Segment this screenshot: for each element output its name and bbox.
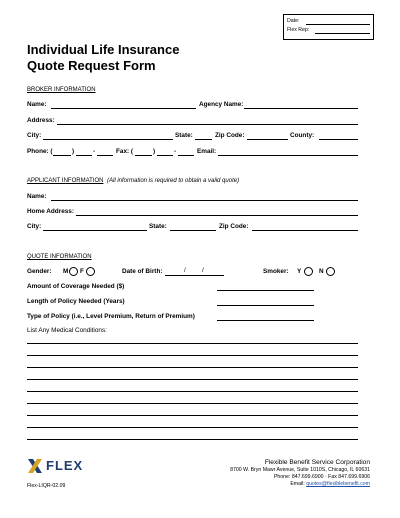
coverage-field[interactable] (217, 290, 314, 291)
dob-label: Date of Birth: (122, 268, 163, 275)
company-phone-fax: Phone: 847.699.6900 · Fax 847.699.6906 (273, 474, 370, 480)
broker-city-field[interactable] (43, 139, 173, 140)
dob-slash-1: / (184, 267, 186, 274)
gender-f-radio[interactable] (86, 267, 95, 276)
applicant-section-heading: APPLICANT INFORMATION (27, 178, 104, 184)
policy-type-label: Type of Policy (i.e., Level Premium, Return of Premium) (27, 313, 195, 320)
applicant-name-label: Name: (27, 193, 47, 200)
form-title-line1: Individual Life Insurance (27, 42, 180, 57)
broker-address-label: Address: (27, 117, 55, 124)
broker-city-label: City: (27, 132, 42, 139)
flex-logo-text: FLEX (46, 458, 84, 473)
applicant-note: (All information is required to obtain a valid quote) (107, 178, 240, 184)
medical-line[interactable] (27, 439, 358, 440)
applicant-state-field[interactable] (170, 230, 216, 231)
medical-line[interactable] (27, 403, 358, 404)
medical-line[interactable] (27, 391, 358, 392)
gender-m-radio[interactable] (69, 267, 78, 276)
smoker-y-label: Y (297, 268, 302, 275)
home-address-field[interactable] (76, 215, 358, 216)
agency-name-field[interactable] (244, 108, 358, 109)
date-label: Date: (287, 18, 300, 24)
broker-section-heading: BROKER INFORMATION (27, 87, 96, 93)
broker-fax-close: ) (153, 148, 156, 155)
broker-name-field[interactable] (51, 108, 196, 109)
medical-line[interactable] (27, 415, 358, 416)
policy-length-label: Length of Policy Needed (Years) (27, 298, 125, 305)
applicant-city-label: City: (27, 223, 42, 230)
smoker-y-radio[interactable] (304, 267, 313, 276)
date-field[interactable] (306, 24, 370, 25)
gender-f-label: F (80, 268, 84, 275)
broker-state-field[interactable] (195, 139, 212, 140)
smoker-n-label: N (319, 268, 324, 275)
broker-zip-field[interactable] (247, 139, 288, 140)
flex-rep-label: Flex Rep: (287, 27, 310, 33)
broker-county-field[interactable] (319, 139, 358, 140)
flex-logo-mark (27, 458, 43, 474)
applicant-zip-label: Zip Code: (219, 223, 249, 230)
applicant-city-field[interactable] (43, 230, 147, 231)
broker-address-field[interactable] (57, 124, 358, 125)
flex-logo (27, 456, 97, 476)
broker-name-label: Name: (27, 101, 47, 108)
broker-phone-prefix-field[interactable] (76, 155, 92, 156)
broker-phone-label: Phone: ( (27, 148, 53, 155)
broker-fax-area-field[interactable] (135, 155, 152, 156)
dob-slash-2: / (202, 267, 204, 274)
form-title-line2: Quote Request Form (27, 58, 156, 73)
email-label: Email: (290, 481, 305, 487)
broker-phone-dash: - (93, 148, 96, 155)
broker-fax-label: Fax: ( (116, 148, 134, 155)
medical-line[interactable] (27, 367, 358, 368)
coverage-label: Amount of Coverage Needed ($) (27, 283, 125, 290)
applicant-name-field[interactable] (51, 200, 358, 201)
broker-email-label: Email: (197, 148, 217, 155)
agency-name-label: Agency Name: (199, 101, 244, 108)
broker-zip-label: Zip Code: (215, 132, 245, 139)
company-email-link[interactable]: quotes@flexiblebenefit.com (306, 481, 370, 487)
broker-fax-prefix-field[interactable] (157, 155, 173, 156)
company-email-row (150, 481, 370, 488)
broker-fax-line-field[interactable] (178, 155, 194, 156)
dob-field[interactable] (165, 275, 224, 276)
applicant-zip-field[interactable] (252, 230, 358, 231)
date-rep-box (283, 14, 374, 40)
medical-line[interactable] (27, 427, 358, 428)
home-address-label: Home Address: (27, 208, 74, 215)
broker-phone-line-field[interactable] (97, 155, 113, 156)
broker-email-field[interactable] (218, 155, 358, 156)
medical-line[interactable] (27, 355, 358, 356)
broker-county-label: County: (290, 132, 315, 139)
gender-m-label: M (63, 268, 69, 275)
form-code: Flex-LIQR-02.09 (27, 483, 66, 489)
flex-rep-field[interactable] (315, 33, 370, 34)
broker-state-label: State: (175, 132, 193, 139)
gender-label: Gender: (27, 268, 52, 275)
medical-line[interactable] (27, 343, 358, 344)
smoker-n-radio[interactable] (326, 267, 335, 276)
quote-section-heading: QUOTE INFORMATION (27, 254, 92, 260)
company-address: 8700 W. Bryn Mawr Avenue, Suite 1010S, Chicago, IL 60631 (230, 467, 370, 473)
broker-phone-area-field[interactable] (53, 155, 71, 156)
smoker-label: Smoker: (263, 268, 289, 275)
company-name: Flexible Benefit Service Corporation (264, 459, 370, 466)
medical-line[interactable] (27, 379, 358, 380)
medical-conditions-label: List Any Medical Conditions: (27, 327, 107, 334)
broker-fax-dash: - (174, 148, 177, 155)
policy-length-field[interactable] (217, 305, 314, 306)
broker-phone-close: ) (72, 148, 75, 155)
policy-type-field[interactable] (217, 320, 314, 321)
applicant-state-label: State: (149, 223, 167, 230)
